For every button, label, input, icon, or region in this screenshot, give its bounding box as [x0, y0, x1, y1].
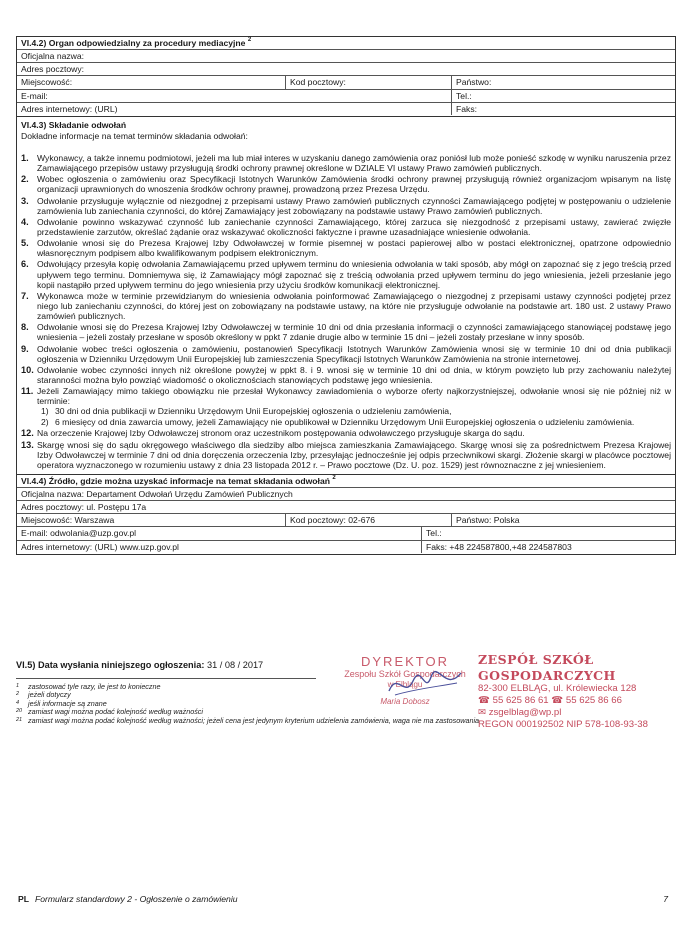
item-text-content: Odwołanie wnosi się do Prezesa Krajowej Izby Odwoławczej w terminie 10 dni od dnia przesłania informacji o czynności zamawiającego stanowiącej podstawę jego wniesienia – jeżeli zostały przesłane w sposób określony w ppkt 7 zdanie drugie albo w terminie 15 dni – jeżeli zostały przesłane w inny sposób. [37, 322, 671, 343]
item-text [37, 386, 671, 427]
item-number: 13. [21, 439, 34, 450]
footnote [16, 717, 479, 725]
list-item [21, 291, 671, 321]
form-page [16, 36, 676, 555]
footnote-divider [16, 678, 316, 679]
item-text-content: Odwołanie wobec czynności innych niż określone powyżej w ppkt 8. i 9. wnosi się w terminie 10 dni od dnia, w którym powzięto lub przy zachowaniu należytej staranności można było powziąć wiadomość o okolicznościach stanowiących podstawę jego wniesienia. [37, 364, 671, 385]
footer-lang: PL [18, 894, 29, 904]
vi42-city-label: Miejscowość: [21, 77, 73, 88]
school-stamp-name: ZESPÓŁ SZKÓŁ GOSPODARCZYCH [478, 652, 616, 683]
vi42-postcode-label: Kod pocztowy: [285, 76, 451, 88]
director-stamp-title: DYREKTOR [361, 654, 449, 669]
item-number: 5. [21, 238, 29, 249]
item-number: 3. [21, 195, 29, 206]
item-text-content: Odwołanie wnosi się do Prezesa Krajowej Izby Odwoławczej w formie pisemnej w postaci papierowej albo w postaci elektronicznej, opatrzone odpowiednio własnoręcznym podpisem albo kwalifikowanym podpisem elektronicznym. [37, 238, 671, 259]
list-item [21, 196, 671, 216]
section-vi43 [16, 117, 676, 555]
vi44-web: Adres internetowy: (URL) www.uzp.gov.pl [21, 542, 179, 553]
vi42-country-label: Państwo: [451, 76, 675, 88]
vi5-date: 31 / 08 / 2017 [206, 660, 264, 670]
item-text [37, 365, 671, 385]
item-text-content: Wobec ogłoszenia o zamówieniu oraz Specyfikacji Istotnych Warunków Zamówienia środki ochrony prawnej przysługują również organizacjom wpisanym na listę organizacji uprawnionych do wnoszenia środków ochrony prawnej, prowadzoną przez Prezesa Urzędu. [37, 174, 671, 195]
vi44-tel: Tel.: [421, 527, 675, 539]
item-number: 7. [21, 290, 29, 301]
school-stamp-phones: ☎ 55 625 86 61 ☎ 55 625 86 66 [478, 695, 622, 707]
sub-item-number: 1) [41, 406, 49, 417]
vi44-title: VI.4.4) Źródło, gdzie można uzyskać informacje na temat składania odwołań $^2$ [21, 474, 336, 486]
item-text [37, 259, 671, 289]
vi44-web-row [17, 541, 675, 554]
item-text-content: Na orzeczenie Krajowej Izby Odwoławczej stronom oraz uczestnikom postępowania odwoławczego przysługuje skarga do sądu. [37, 427, 525, 438]
footnote-text: jeśli informacje są znane [28, 698, 107, 708]
vi44-postcode: Kod pocztowy: 02-676 [285, 514, 451, 526]
vi44-name: Oficjalna nazwa: Departament Odwołań Urzędu Zamówień Publicznych [21, 489, 293, 500]
vi43-items [21, 153, 671, 470]
item-text [37, 322, 671, 342]
vi42-fax-label: Faks: [451, 103, 675, 115]
school-stamp-regon: REGON 000192502 NIP 578-108-93-38 [478, 719, 648, 731]
footnote-text: zastosować tyle razy, ile jest to konieczne [28, 682, 161, 691]
item-text-content: Odwołanie powinno wskazywać czynność lub zaniechanie czynności Zamawiającego, której zarzuca się niezgodność z przepisami ustawy, zawierać zwięzłe przedstawienie zarzutów, określać żądanie oraz wskazywać okoliczności faktyczne i prawne uzasadniające wniesienie odwołania. [37, 216, 671, 237]
vi44-fax: Faks: +48 224587800,+48 224587803 [421, 541, 675, 553]
footnote-text: jeżeli dotyczy [28, 690, 71, 700]
footnote-text: zamiast wagi można podać kolejność według ważności; jeżeli cena jest jedynym kryterium udzielenia zamówienia, waga nie ma zastosowania [28, 715, 480, 725]
footnote-marker: 2 [16, 691, 20, 698]
item-text [37, 291, 671, 321]
vi44-email-row [17, 527, 675, 540]
vi44-address-row [17, 501, 675, 514]
footnote [16, 683, 479, 691]
vi42-web-row [17, 103, 675, 116]
list-item [21, 238, 671, 258]
item-number: 1. [21, 152, 29, 163]
item-text [37, 238, 671, 258]
list-item [21, 217, 671, 237]
list-item [21, 440, 671, 470]
vi5-dispatch-date [16, 660, 263, 671]
sub-item-text: 6 miesięcy od dnia zawarcia umowy, jeżeli Zamawiający nie opublikował w Dzienniku Urzędowym Unii Europejskiej ogłoszenia o udzieleniu zamówienia. [55, 416, 635, 427]
page-footer [18, 894, 668, 904]
item-text [37, 196, 671, 216]
item-text-content: Odwołanie wobec treści ogłoszenia o zamówieniu, postanowień Specyfikacji Istotnych Warunków Zamówienia wnosi się w terminie 10 dni od dnia publikacji ogłoszenia w Dzienniku Urzędowym Unii Europejskiej lub zamieszczenia Specyfikacji Istotnych Warunków Zamówienia na stronie internetowej. [37, 343, 671, 364]
vi42-city-row [17, 76, 675, 89]
vi42-title-row [17, 37, 675, 50]
item-text [37, 344, 671, 364]
school-stamp [478, 652, 678, 731]
vi42-web-label: Adres internetowy: (URL) [21, 104, 118, 115]
footnote-marker: 4 [16, 699, 20, 706]
vi42-name-row [17, 50, 675, 63]
item-text [37, 217, 671, 237]
item-number: 4. [21, 216, 29, 227]
item-number: 9. [21, 343, 29, 354]
sub-item-number: 2) [41, 416, 49, 427]
vi43-body [17, 117, 675, 475]
list-item [21, 428, 671, 439]
list-item [21, 386, 671, 427]
list-item [21, 153, 671, 173]
school-stamp-address: 82-300 ELBLĄG, ul. Królewiecka 128 [478, 683, 637, 695]
sub-list-item [41, 406, 671, 416]
footnote-text: zamiast wagi można podać kolejność według ważności [28, 707, 203, 717]
vi42-address-label: Adres pocztowy: [21, 64, 85, 75]
footnote-marker: 1 [16, 683, 20, 689]
list-item [21, 174, 671, 194]
item-text-content: Skargę wnosi się do sądu okręgowego właściwego dla siedziby albo miejsca zamieszkania Zamawiającego. Skargę wnosi się za pośrednictwem Prezesa Krajowej Izby Odwoławczej w terminie 7 dni od dnia doręczenia orzeczenia Izby, przesyłając jednocześnie jej odpis przeciwnikowi skargi. Złożenie skargi w placówce pocztowej operatora wyznaczonego w rozumieniu ustawy z dnia 23 listopada 2012 r. – Prawo pocztowe (Dz. U. poz. 1529) jest równoznaczne z jej wniesieniem. [37, 439, 671, 470]
item-text-content: Wykonawca może w terminie przewidzianym do wniesienia odwołania poinformować Zamawiającego o niezgodnej z przepisami ustawy czynności podjętej przez niego lub zaniechaniu czynności, do której jest on zobowiązany na podstawie ustawy, na które nie przysługuje odwołanie na podstawie art. 180 ust. 2 ustawy Prawo zamówień publicznych. [37, 290, 671, 322]
item-number: 12. [21, 427, 34, 438]
sub-list-item [41, 417, 671, 427]
footnotes [16, 683, 479, 725]
item-text [37, 428, 671, 439]
school-stamp-email: ✉ zsgelblag@wp.pl [478, 707, 562, 719]
list-item [21, 322, 671, 342]
item-text [37, 440, 671, 470]
footnote-marker: 20 [16, 708, 23, 715]
vi44-country: Państwo: Polska [451, 514, 675, 526]
item-text [37, 153, 671, 173]
item-text [37, 174, 671, 194]
vi42-address-row [17, 63, 675, 76]
vi44-address: Adres pocztowy: ul. Postępu 17a [21, 502, 147, 513]
vi43-title: VI.4.3) Składanie odwołań [21, 119, 127, 130]
vi42-email-label: E-mail: [21, 90, 48, 101]
item-number: 8. [21, 322, 29, 333]
vi44-city: Miejscowość: Warszawa [21, 515, 115, 526]
list-item [21, 344, 671, 364]
vi43-subtitle: Dokładne informacje na temat terminów składania odwołań: [21, 130, 248, 141]
vi5-label: VI.5) Data wysłania niniejszego ogłoszenia: [16, 660, 205, 670]
list-item [21, 259, 671, 289]
vi42-tel-label: Tel.: [451, 90, 675, 102]
section-vi42 [16, 36, 676, 117]
item-text-content: Wykonawcy, a także innemu podmiotowi, jeżeli ma lub miał interes w uzyskaniu danego zamówienia oraz poniósł lub może ponieść szkodę w wyniku naruszenia przez Zamawiającego przepisów ustawy przysługują środki ochrony prawnej określone w DZIALE VI ustawy Prawo zamówień publicznych. [37, 152, 671, 174]
vi44-name-row [17, 488, 675, 501]
item-text-content: Jeżeli Zamawiający mimo takiego obowiązku nie przesłał Wykonawcy zawiadomienia o wyborze oferty najkorzystniejszej, odwołanie wnosi się nie później niż w terminie: [37, 386, 671, 407]
vi44-city-row [17, 514, 675, 527]
vi42-email-row [17, 90, 675, 103]
footer-title: Formularz standardowy 2 - Ogłoszenie o zamówieniu [34, 894, 238, 904]
sub-item-text: 30 dni od dnia publikacji w Dzienniku Urzędowym Unii Europejskiej ogłoszenia o udzieleniu zamówienia, [55, 406, 452, 417]
vi42-title: VI.4.2) Organ odpowiedzialny za procedury mediacyjne $^2$ [21, 37, 252, 48]
item-number: 10. [21, 364, 34, 375]
item-text-content: Odwołanie przysługuje wyłącznie od niezgodnej z przepisami ustawy Prawo zamówień publicznych czynności Zamawiającego podjętej w postępowaniu o udzielenie zamówienia lub zaniechania czynności, do której Zamawiający jest zobowiązany na podstawie ustawy Prawo zamówień publicznych. [37, 195, 671, 216]
list-item [21, 365, 671, 385]
vi42-name-label: Oficjalna nazwa: [21, 51, 85, 62]
vi44-email: E-mail: odwolania@uzp.gov.pl [21, 528, 137, 539]
director-stamp-name: Maria Dobosz [380, 697, 430, 707]
vi44-title-row [17, 475, 675, 488]
item-number: 2. [21, 174, 29, 185]
director-stamp-city: w Elblągu [387, 679, 423, 689]
page-number: 7 [663, 894, 668, 904]
footnote-marker: 21 [16, 716, 23, 723]
director-stamp-org: Zespołu Szkół Gospodarczych [344, 669, 466, 680]
item-text-content: Odwołujący przesyła kopię odwołania Zamawiającemu przed upływem terminu do wniesienia odwołania w taki sposób, aby mógł on zapoznać się z jego treścią przed upływem tego terminu. Domniemywa się, iż Zamawiający mógł zapoznać się z treścią odwołania przed upływem terminu do jego wniesienia, jeżeli przesłanie jego kopii nastąpiło przed upływem terminu do jego wniesienia przy użyciu środków komunikacji elektronicznej. [37, 259, 671, 290]
item-number: 6. [21, 259, 29, 270]
item-number: 11. [21, 386, 34, 397]
